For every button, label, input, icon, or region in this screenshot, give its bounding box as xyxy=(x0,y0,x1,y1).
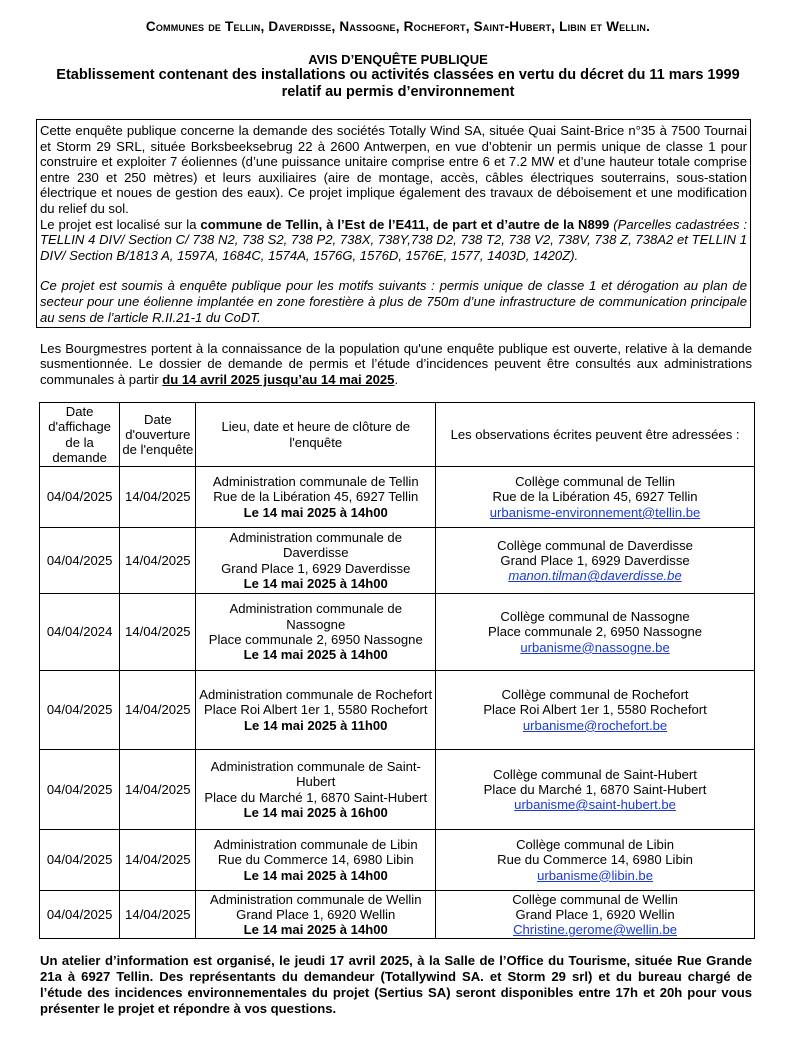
lieu-cell: Administration communale de Tellin Rue de la Libération 45, 6927 Tellin Le 14 mai 2025 à 14h00 xyxy=(196,467,436,528)
observations-cell: Collège communal de Saint-Hubert Place du Marché 1, 6870 Saint-Hubert urbanisme@saint-hubert.be xyxy=(436,750,755,830)
table-row xyxy=(40,830,755,891)
table-row xyxy=(40,528,755,594)
lieu-cell: Administration communale de Saint-Hubert Place du Marché 1, 6870 Saint-Hubert Le 14 mai 2025 à 16h00 xyxy=(196,750,436,830)
communes-header: Communes de Tellin, Daverdisse, Nassogne, Rochefort, Saint-Hubert, Libin et Wellin. xyxy=(145,19,651,34)
consultation-dates: du 14 avril 2025 jusqu’au 14 mai 2025 xyxy=(162,371,395,387)
project-location xyxy=(40,217,747,264)
notice-title: AVIS D’ENQUÊTE PUBLIQUE xyxy=(308,52,488,67)
project-description: Cette enquête publique concerne la demande des sociétés Totally Wind SA, située Quai Saint-Brice n°35 à 7500 Tournai et Storm 29 SRL, située Borksbeeksebrug 22 à 2600 Antwerpen, en vue d’obtenir un permis unique de classe 1 pour construire et exploiter 7 éoliennes (d’une puissance unitaire comprise entre 6 et 7.2 MW et d’une hauteur totale comprise entre 230 et 250 mètres) et leurs auxiliaires (aire de montage, accès, câbles électriques souterrains, sous-station électrique et noues de gestion des eaux). Ce projet implique également des travaux de déboisement et une modification du relief du sol. xyxy=(40,123,747,216)
date-ouverture: 14/04/2025 xyxy=(120,594,196,671)
lieu-cell: Administration communale de Libin Rue du Commerce 14, 6980 Libin Le 14 mai 2025 à 14h00 xyxy=(196,830,436,891)
email-link[interactable]: urbanisme@rochefort.be xyxy=(522,717,668,733)
intro-text: Les Bourgmestres portent à la connaissance de la population qu'une enquête publique est ouverte, relative à la demande susmentionnée. Le dossier de demande de permis et l’étude d’incidences peuvent être consultés aux administrations communales à partir xyxy=(40,341,752,387)
date-affichage: 04/04/2025 xyxy=(40,750,120,830)
date-ouverture: 14/04/2025 xyxy=(120,671,196,750)
table-row xyxy=(40,891,755,939)
table-row xyxy=(40,594,755,671)
lieu-cell: Administration communale de Rochefort Place Roi Albert 1er 1, 5580 Rochefort Le 14 mai 2025 à 11h00 xyxy=(196,671,436,750)
email-link[interactable]: manon.tilman@daverdisse.be xyxy=(508,568,682,584)
email-link[interactable]: urbanisme@saint-hubert.be xyxy=(514,797,676,813)
email-link[interactable]: urbanisme@libin.be xyxy=(537,867,653,883)
date-affichage: 04/04/2024 xyxy=(40,594,120,671)
lieu-cell: Administration communale de Daverdisse Grand Place 1, 6929 Daverdisse Le 14 mai 2025 à 14h00 xyxy=(196,528,436,594)
date-ouverture: 14/04/2025 xyxy=(120,750,196,830)
email-link[interactable]: urbanisme-environnement@tellin.be xyxy=(489,504,701,520)
observations-cell: Collège communal de Libin Rue du Commerce 14, 6980 Libin urbanisme@libin.be xyxy=(436,830,755,891)
table-row xyxy=(40,671,755,750)
table-row xyxy=(40,750,755,830)
email-link[interactable]: urbanisme@nassogne.be xyxy=(520,639,670,655)
info-session-paragraph: Un atelier d’information est organisé, le jeudi 17 avril 2025, à la Salle de l’Office du Tourisme, située Rue Grande 21a à 6927 Tellin. Des représentants du demandeur (Totallywind SA. et Storm 29 srl) et du bureau chargé de l’étude des incidences environnementales du projet (Sertius SA) seront disponibles entre 17h et 20h pour vous présenter le projet et répondre à vos questions. xyxy=(40,953,752,1017)
table-row xyxy=(40,467,755,528)
observations-cell: Collège communal de Daverdisse Grand Place 1, 6929 Daverdisse manon.tilman@daverdisse.be xyxy=(436,528,755,594)
header-lieu: Lieu, date et heure de clôture de l'enquête xyxy=(196,403,436,467)
project-description-box xyxy=(36,119,751,328)
date-affichage: 04/04/2025 xyxy=(40,528,120,594)
location-intro: Le projet est localisé sur la xyxy=(40,216,201,232)
inquiry-table xyxy=(39,402,755,939)
cadastral-parcels: (Parcelles cadastrées : TELLIN 4 DIV/ Section C/ 738 N2, 738 S2, 738 P2, 738X, 738Y,738 D2, 738 T2, 738 V2, 738V, 738 Z, 738A2 et TELLIN 1 DIV/ Section B/1813 A, 1597A, 1684C, 1574A, 1576G, 1576D, 1576E, 1577, 1403D, 1420Z). xyxy=(40,216,747,263)
header-ouverture: Date d'ouverture de l'enquête xyxy=(120,403,196,467)
notice-subtitle: Etablissement contenant des installations ou activités classées en vertu du décret du 11 mars 1999 relatif au permis d’environnement xyxy=(56,67,740,100)
lieu-cell: Administration communale de Wellin Grand Place 1, 6920 Wellin Le 14 mai 2025 à 14h00 xyxy=(196,891,436,939)
location-commune: commune de Tellin, à l’Est de l’E411, de part et d’autre de la N899 xyxy=(200,216,610,232)
date-ouverture: 14/04/2025 xyxy=(120,830,196,891)
date-ouverture: 14/04/2025 xyxy=(120,467,196,528)
header-affichage: Date d'affichage de la demande xyxy=(40,403,120,467)
observations-cell: Collège communal de Nassogne Place communale 2, 6950 Nassogne urbanisme@nassogne.be xyxy=(436,594,755,671)
lieu-cell: Administration communale de Nassogne Place communale 2, 6950 Nassogne Le 14 mai 2025 à 14h00 xyxy=(196,594,436,671)
email-link[interactable]: Christine.gerome@wellin.be xyxy=(513,922,678,938)
date-ouverture: 14/04/2025 xyxy=(120,891,196,939)
header-observations: Les observations écrites peuvent être adressées : xyxy=(436,403,755,467)
observations-cell: Collège communal de Tellin Rue de la Libération 45, 6927 Tellin urbanisme-environnement@tellin.be xyxy=(436,467,755,528)
intro-paragraph: Les Bourgmestres portent à la connaissance de la population qu'une enquête publique est ouverte, relative à la demande susmentionnée. Le dossier de demande de permis et l’étude d’incidences peuvent être consultés aux administrations communales à partir du 14 avril 2025 jusqu’au 14 mai 2025. xyxy=(40,341,752,387)
date-affichage: 04/04/2025 xyxy=(40,891,120,939)
observations-cell: Collège communal de Wellin Grand Place 1, 6920 Wellin Christine.gerome@wellin.be xyxy=(436,891,755,939)
date-affichage: 04/04/2025 xyxy=(40,467,120,528)
inquiry-reasons: Ce projet est soumis à enquête publique pour les motifs suivants : permis unique de classe 1 et dérogation au plan de secteur pour une éolienne implantée en zone forestière à plus de 750m d’une infrastructure de communication principale au sens de l’article R.II.21-1 du CoDT. xyxy=(40,278,747,325)
date-ouverture: 14/04/2025 xyxy=(120,528,196,594)
observations-cell: Collège communal de Rochefort Place Roi Albert 1er 1, 5580 Rochefort urbanisme@rochefort.be xyxy=(436,671,755,750)
date-affichage: 04/04/2025 xyxy=(40,830,120,891)
date-affichage: 04/04/2025 xyxy=(40,671,120,750)
